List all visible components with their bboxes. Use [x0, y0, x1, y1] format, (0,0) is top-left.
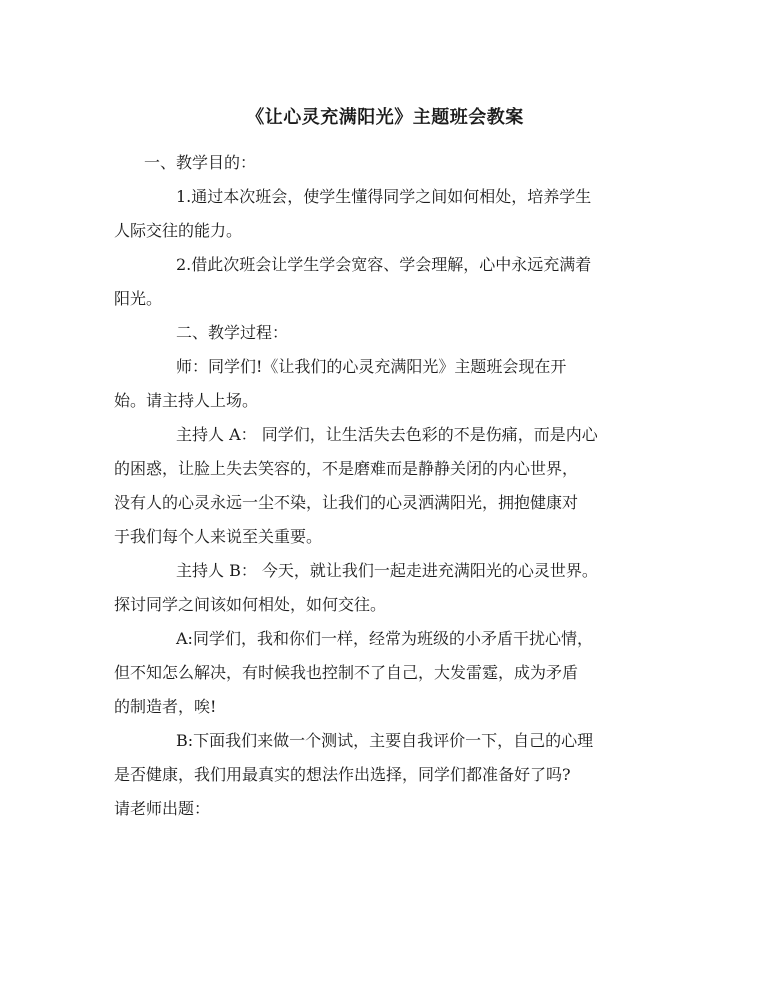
paragraph-line: 始。请主持人上场。 — [114, 391, 259, 410]
paragraph-line: 2.借此次班会让学生学会宽容、学会理解，心中永远充满着 — [176, 255, 592, 274]
paragraph-line: 1.通过本次班会，使学生懂得同学之间如何相处，培养学生 — [176, 187, 592, 206]
paragraph-line: 二、教学过程： — [176, 323, 289, 342]
paragraph-line: 没有人的心灵永远一尘不染，让我们的心灵洒满阳光，拥抱健康对 — [114, 493, 579, 512]
paragraph-line: 探讨同学之间该如何相处，如何交往。 — [114, 595, 387, 614]
document-title: 《让心灵充满阳光》主题班会教案 — [246, 107, 524, 128]
paragraph — [114, 350, 659, 418]
paragraph-line: 但不知怎么解决，有时候我也控制不了自己，大发雷霆，成为矛盾 — [114, 663, 579, 682]
paragraph-line: A:同学们，我和你们一样，经常为班级的小矛盾干扰心情， — [176, 629, 593, 648]
paragraph-line: 的制造者，唉! — [114, 697, 217, 716]
paragraph-line: 阳光。 — [114, 289, 163, 308]
paragraph-line: 一、教学目的： — [144, 153, 257, 172]
document-body — [114, 146, 659, 826]
paragraph — [114, 724, 659, 826]
paragraph-line: 请老师出题： — [114, 799, 211, 818]
paragraph — [114, 418, 659, 554]
paragraph-line: 的困惑，让脸上失去笑容的，不是磨难而是静静关闭的内心世界， — [114, 459, 579, 478]
paragraph-line: 师：同学们!《让我们的心灵充满阳光》主题班会现在开 — [176, 357, 567, 376]
paragraph — [114, 146, 659, 180]
paragraph-line: 主持人 A： 同学们，让生活失去色彩的不是伤痛，而是内心 — [176, 425, 598, 444]
paragraph-line: B:下面我们来做一个测试，主要自我评价一下，自己的心理 — [176, 731, 594, 750]
paragraph-line: 是否健康，我们用最真实的想法作出选择，同学们都准备好了吗? — [114, 765, 571, 784]
paragraph-line: 主持人 B： 今天，就让我们一起走进充满阳光的心灵世界。 — [176, 561, 598, 580]
paragraph — [114, 554, 659, 622]
paragraph — [114, 180, 659, 248]
paragraph-line: 于我们每个人来说至关重要。 — [114, 527, 323, 546]
paragraph — [114, 248, 659, 316]
paragraph — [114, 316, 659, 350]
paragraph-line: 人际交往的能力。 — [114, 221, 243, 240]
paragraph — [114, 622, 659, 724]
